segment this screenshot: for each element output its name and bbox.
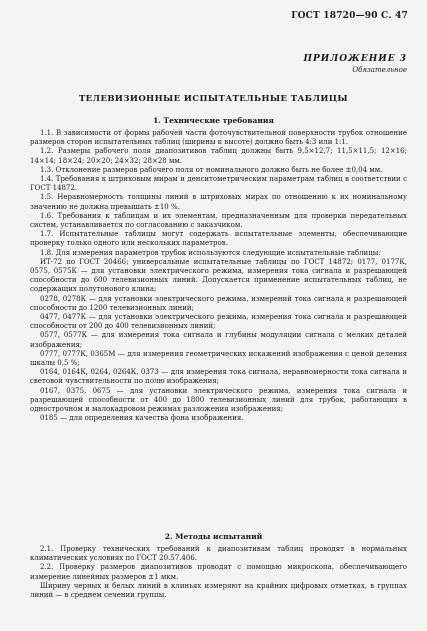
- paragraph: Ширину черных и белых линий в клиньях измеряют на крайних цифровых отметках, в группах линий — в среднем сечении группы.: [30, 581, 407, 600]
- section-1-heading: 1. Технические требования: [153, 116, 274, 125]
- appendix-subtitle: Обязательное: [352, 66, 407, 74]
- paragraph: 0477, 0477К — для установки электрического режима, измерения тока сигнала и разрешающей способности от 200 до 400 телевизионных линий;: [30, 313, 407, 331]
- paragraph: 2.1. Проверку технических требований к диапозитивам таблиц проводят в нормальных климатических условиях по ГОСТ 20.57.406.: [30, 545, 407, 563]
- document-title: ТЕЛЕВИЗИОННЫЕ ИСПЫТАТЕЛЬНЫЕ ТАБЛИЦЫ: [78, 94, 349, 104]
- paragraph: 1.5. Неравномерность толщины линий в штриховых мирах по отношению к их номинальному значению не должна превышать ±10 %.: [30, 193, 407, 211]
- paragraph: 1.4. Требования к штриховым мирам и денситометрическим параметрам таблиц в соответствии с ГОСТ 14872.: [30, 175, 407, 193]
- appendix-label: [303, 54, 407, 74]
- section-2-heading: 2. Методы испытаний: [164, 532, 263, 541]
- appendix-title: ПРИЛОЖЕНИЕ 3: [303, 54, 407, 64]
- paragraph: 1.8. Для измерения параметров трубок используются следующие испытательные таблицы:: [40, 248, 381, 257]
- paragraph: ИТ-72 по ГОСТ 20466; универсальные испытательные таблицы по ГОСТ 14872; 0177, 0177К, 0575, 0575К — для установки электрического режима, измерения тока сигнала и разрешающей способности до 600 телевизионных линий. Допускается применение испытательных таблиц, не содержащих полутонового клина;: [30, 257, 407, 294]
- paragraph: 0777, 0777К, 0365М — для измерения геометрических искажений изображения с ценой деления шкалы 0,5 %;: [30, 349, 407, 368]
- page-header: ГОСТ 18720—90 С. 47: [291, 11, 408, 21]
- paragraph: 0577, 0577К — для измерения тока сигнала и глубины модуляции сигнала с мелких деталей изображения;: [30, 331, 407, 349]
- section-2-body: [30, 545, 407, 600]
- paragraph: 1.7. Испытательные таблицы могут содержать испытательные элементы, обеспечивающие проверку только одного или нескольких параметров.: [30, 230, 407, 248]
- section-1-body: [30, 129, 407, 424]
- paragraph: 0185 — для определения качества фона изображения.: [40, 414, 244, 423]
- paragraph: 2.2. Проверку размеров диапозитивов проводят с помощью микроскопа, обеспечивающего измерение линейных размеров ±1 мкм.: [30, 563, 407, 581]
- paragraph: 1.6. Требования к таблицам и их элементам, предназначенным для проверки передательных систем, устанавливается по согласованию с заказчиком.: [30, 211, 407, 230]
- paragraph: 1.1. В зависимости от формы рабочей части фоточувствительной поверхности трубок отношение размеров сторон испытательных таблиц (ширины к высоте) должно быть 4:3 или 1:1.: [30, 129, 407, 147]
- paragraph: 0278, 0278К — для установки электрического режима, измерений тока сигнала и разрешающей способности до 1200 телевизионных линий;: [30, 294, 407, 312]
- paragraph: 1.2. Размеры рабочего поля диапозитивов таблиц должны быть 9,5×12,7; 11,5×11,5; 12×16; 14×14; 18×24; 20×20; 24×32; 28×28 мм.: [30, 147, 407, 165]
- paragraph: 1.3. Отклонение размеров рабочего поля от номинального должно быть не более ±0,04 мм.: [40, 165, 383, 174]
- paragraph: 0167, 0375, 0675 — для установки электрического режима, измерения тока сигнала и разрешающей способности от 400 до 1800 телевизионных линий для трубок, работающих в однострочном и малокадровом режимах разложения изображения;: [30, 386, 407, 414]
- paragraph: 0164, 0164К, 0264, 0264К, 0373 — для измерения тока сигнала, неравномерности тока сигнала и световой чувствительности по полю изображения;: [30, 368, 407, 386]
